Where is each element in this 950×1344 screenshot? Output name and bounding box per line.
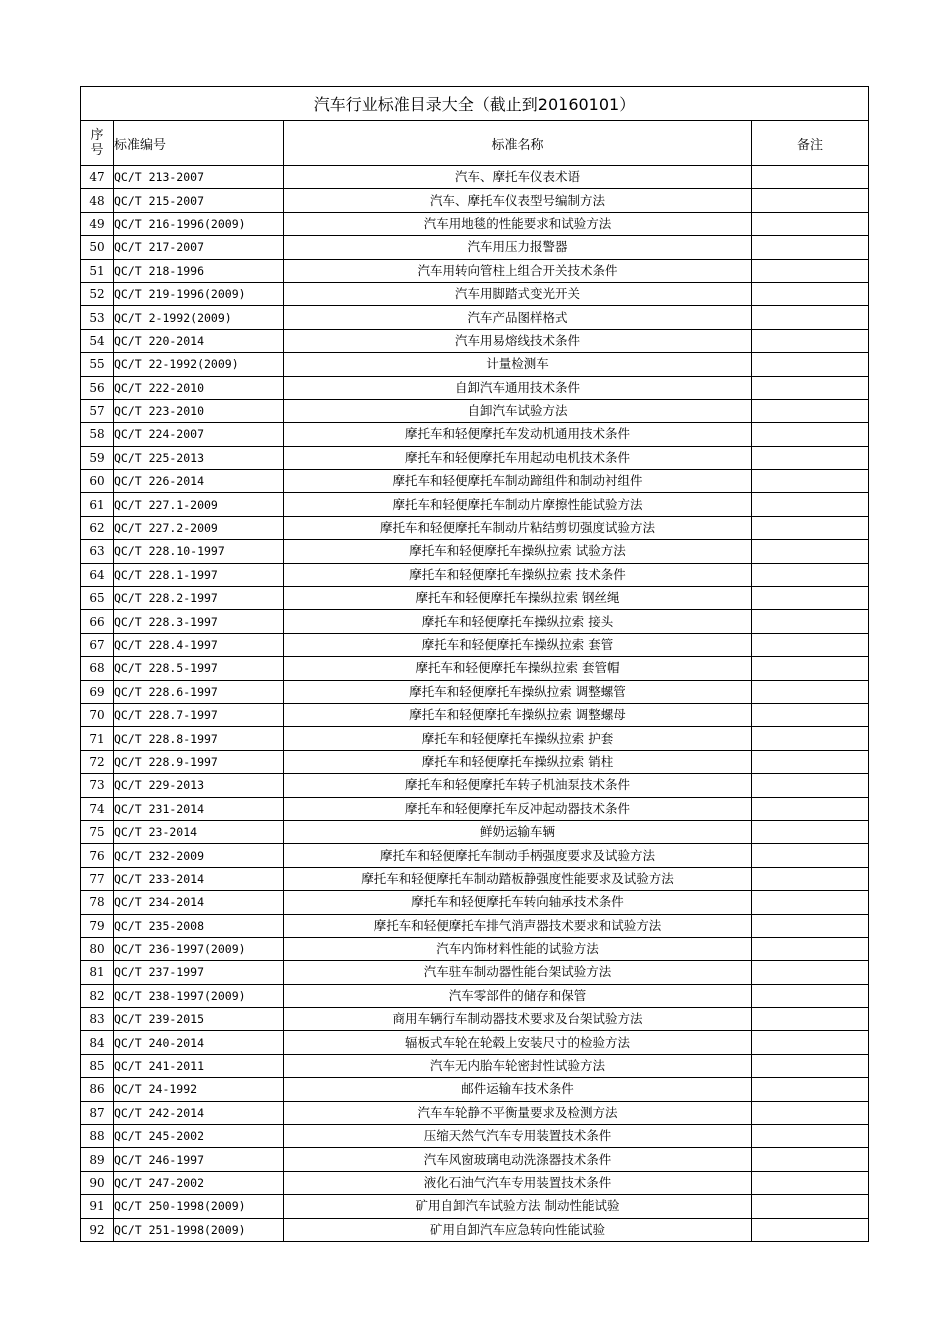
row-name: 摩托车和轻便摩托车操纵拉索 试验方法 [284, 540, 752, 563]
row-code: QC/T 237-1997 [114, 961, 284, 984]
header-row [81, 121, 869, 166]
row-name: 摩托车和轻便摩托车操纵拉索 套管 [284, 633, 752, 656]
row-index: 56 [81, 376, 114, 399]
row-code: QC/T 246-1997 [114, 1148, 284, 1171]
row-index: 81 [81, 961, 114, 984]
row-code: QC/T 223-2010 [114, 399, 284, 422]
table-row [81, 1171, 869, 1194]
row-note [752, 212, 869, 235]
row-index: 58 [81, 423, 114, 446]
row-code: QC/T 234-2014 [114, 891, 284, 914]
row-note [752, 1078, 869, 1101]
header-name: 标准名称 [284, 121, 752, 166]
table-row [81, 563, 869, 586]
table-row [81, 587, 869, 610]
row-note [752, 797, 869, 820]
row-name: 汽车用压力报警器 [284, 236, 752, 259]
row-note [752, 610, 869, 633]
row-name: 汽车内饰材料性能的试验方法 [284, 937, 752, 960]
row-index: 85 [81, 1054, 114, 1077]
row-note [752, 563, 869, 586]
row-code: QC/T 219-1996(2009) [114, 282, 284, 305]
row-note [752, 844, 869, 867]
row-code: QC/T 217-2007 [114, 236, 284, 259]
table-row [81, 399, 869, 422]
row-name: 邮件运输车技术条件 [284, 1078, 752, 1101]
table-row [81, 820, 869, 843]
table-row [81, 891, 869, 914]
row-name: 矿用自卸汽车应急转向性能试验 [284, 1218, 752, 1241]
row-code: QC/T 228.7-1997 [114, 703, 284, 726]
row-index: 92 [81, 1218, 114, 1241]
row-note [752, 1218, 869, 1241]
standards-table [80, 86, 869, 1242]
row-index: 84 [81, 1031, 114, 1054]
row-code: QC/T 251-1998(2009) [114, 1218, 284, 1241]
row-index: 63 [81, 540, 114, 563]
row-note [752, 891, 869, 914]
row-index: 48 [81, 189, 114, 212]
row-note [752, 189, 869, 212]
row-note [752, 680, 869, 703]
table-row [81, 797, 869, 820]
row-note [752, 540, 869, 563]
row-code: QC/T 231-2014 [114, 797, 284, 820]
row-code: QC/T 216-1996(2009) [114, 212, 284, 235]
row-name: 汽车产品图样格式 [284, 306, 752, 329]
row-note [752, 259, 869, 282]
table-row [81, 727, 869, 750]
row-code: QC/T 225-2013 [114, 446, 284, 469]
table-row [81, 423, 869, 446]
row-note [752, 446, 869, 469]
row-code: QC/T 233-2014 [114, 867, 284, 890]
row-note [752, 329, 869, 352]
row-code: QC/T 228.2-1997 [114, 587, 284, 610]
row-note [752, 867, 869, 890]
row-index: 55 [81, 353, 114, 376]
table-row [81, 306, 869, 329]
row-code: QC/T 228.5-1997 [114, 657, 284, 680]
row-name: 摩托车和轻便摩托车反冲起动器技术条件 [284, 797, 752, 820]
row-name: 汽车风窗玻璃电动洗涤器技术条件 [284, 1148, 752, 1171]
row-code: QC/T 250-1998(2009) [114, 1195, 284, 1218]
table-row [81, 540, 869, 563]
row-note [752, 1054, 869, 1077]
row-index: 51 [81, 259, 114, 282]
row-name: 摩托车和轻便摩托车制动手柄强度要求及试验方法 [284, 844, 752, 867]
row-name: 摩托车和轻便摩托车转子机油泵技术条件 [284, 774, 752, 797]
table-row [81, 1195, 869, 1218]
row-note [752, 1031, 869, 1054]
row-name: 汽车零部件的储存和保管 [284, 984, 752, 1007]
table-row [81, 774, 869, 797]
row-index: 90 [81, 1171, 114, 1194]
row-name: 汽车无内胎车轮密封性试验方法 [284, 1054, 752, 1077]
row-code: QC/T 247-2002 [114, 1171, 284, 1194]
row-name: 摩托车和轻便摩托车制动片粘结剪切强度试验方法 [284, 516, 752, 539]
row-note [752, 750, 869, 773]
row-note [752, 282, 869, 305]
row-index: 79 [81, 914, 114, 937]
row-index: 83 [81, 1008, 114, 1031]
row-note [752, 1148, 869, 1171]
row-code: QC/T 224-2007 [114, 423, 284, 446]
row-note [752, 236, 869, 259]
table-row [81, 914, 869, 937]
row-note [752, 937, 869, 960]
table-row [81, 329, 869, 352]
table-row [81, 470, 869, 493]
row-index: 50 [81, 236, 114, 259]
row-note [752, 727, 869, 750]
row-name: 摩托车和轻便摩托车操纵拉索 技术条件 [284, 563, 752, 586]
header-note: 备注 [752, 121, 869, 166]
table-row [81, 236, 869, 259]
row-name: 汽车驻车制动器性能台架试验方法 [284, 961, 752, 984]
row-note [752, 1171, 869, 1194]
row-index: 65 [81, 587, 114, 610]
table-row [81, 984, 869, 1007]
table-row [81, 1008, 869, 1031]
row-note [752, 1125, 869, 1148]
row-index: 86 [81, 1078, 114, 1101]
row-index: 61 [81, 493, 114, 516]
header-code: 标准编号 [114, 121, 284, 166]
row-code: QC/T 235-2008 [114, 914, 284, 937]
table-row [81, 353, 869, 376]
row-note [752, 657, 869, 680]
row-note [752, 633, 869, 656]
row-name: 摩托车和轻便摩托车操纵拉索 接头 [284, 610, 752, 633]
row-index: 53 [81, 306, 114, 329]
header-index-label: 序号 [90, 128, 104, 158]
row-index: 67 [81, 633, 114, 656]
row-name: 汽车用地毯的性能要求和试验方法 [284, 212, 752, 235]
row-code: QC/T 240-2014 [114, 1031, 284, 1054]
row-name: 辐板式车轮在轮毂上安装尺寸的检验方法 [284, 1031, 752, 1054]
row-index: 62 [81, 516, 114, 539]
row-name: 摩托车和轻便摩托车制动片摩擦性能试验方法 [284, 493, 752, 516]
table-row [81, 1148, 869, 1171]
table-row [81, 282, 869, 305]
table-row [81, 610, 869, 633]
table-row [81, 1218, 869, 1241]
row-note [752, 1008, 869, 1031]
row-code: QC/T 23-2014 [114, 820, 284, 843]
title-row [81, 87, 869, 121]
row-note [752, 1101, 869, 1124]
row-name: 商用车辆行车制动器技术要求及台架试验方法 [284, 1008, 752, 1031]
row-index: 89 [81, 1148, 114, 1171]
row-index: 54 [81, 329, 114, 352]
table-row [81, 446, 869, 469]
row-note [752, 961, 869, 984]
row-index: 82 [81, 984, 114, 1007]
table-row [81, 259, 869, 282]
row-index: 87 [81, 1101, 114, 1124]
table-row [81, 703, 869, 726]
row-index: 70 [81, 703, 114, 726]
row-index: 77 [81, 867, 114, 890]
row-name: 摩托车和轻便摩托车操纵拉索 调整螺管 [284, 680, 752, 703]
row-code: QC/T 245-2002 [114, 1125, 284, 1148]
table-row [81, 657, 869, 680]
row-code: QC/T 228.3-1997 [114, 610, 284, 633]
row-code: QC/T 229-2013 [114, 774, 284, 797]
standards-table-body [81, 87, 869, 1242]
row-name: 摩托车和轻便摩托车发动机通用技术条件 [284, 423, 752, 446]
table-row [81, 376, 869, 399]
row-code: QC/T 236-1997(2009) [114, 937, 284, 960]
table-row [81, 166, 869, 189]
row-code: QC/T 228.1-1997 [114, 563, 284, 586]
row-note [752, 353, 869, 376]
table-row [81, 844, 869, 867]
row-index: 69 [81, 680, 114, 703]
row-name: 摩托车和轻便摩托车转向轴承技术条件 [284, 891, 752, 914]
row-name: 汽车用脚踏式变光开关 [284, 282, 752, 305]
row-index: 49 [81, 212, 114, 235]
row-note [752, 470, 869, 493]
row-index: 52 [81, 282, 114, 305]
row-index: 64 [81, 563, 114, 586]
row-index: 76 [81, 844, 114, 867]
row-name: 汽车、摩托车仪表型号编制方法 [284, 189, 752, 212]
row-code: QC/T 228.9-1997 [114, 750, 284, 773]
row-code: QC/T 222-2010 [114, 376, 284, 399]
row-index: 47 [81, 166, 114, 189]
row-code: QC/T 228.4-1997 [114, 633, 284, 656]
row-code: QC/T 227.1-2009 [114, 493, 284, 516]
row-name: 自卸汽车通用技术条件 [284, 376, 752, 399]
row-index: 74 [81, 797, 114, 820]
table-row [81, 961, 869, 984]
row-code: QC/T 242-2014 [114, 1101, 284, 1124]
row-code: QC/T 226-2014 [114, 470, 284, 493]
row-code: QC/T 228.6-1997 [114, 680, 284, 703]
row-name: 液化石油气汽车专用装置技术条件 [284, 1171, 752, 1194]
row-name: 计量检测车 [284, 353, 752, 376]
table-row [81, 493, 869, 516]
row-code: QC/T 213-2007 [114, 166, 284, 189]
table-row [81, 212, 869, 235]
row-name: 摩托车和轻便摩托车制动蹄组件和制动衬组件 [284, 470, 752, 493]
table-row [81, 1054, 869, 1077]
table-row [81, 189, 869, 212]
row-code: QC/T 22-1992(2009) [114, 353, 284, 376]
row-note [752, 774, 869, 797]
row-name: 摩托车和轻便摩托车操纵拉索 钢丝绳 [284, 587, 752, 610]
row-name: 摩托车和轻便摩托车制动踏板静强度性能要求及试验方法 [284, 867, 752, 890]
table-row [81, 1125, 869, 1148]
row-note [752, 376, 869, 399]
row-code: QC/T 24-1992 [114, 1078, 284, 1101]
row-index: 57 [81, 399, 114, 422]
row-name: 汽车用易熔线技术条件 [284, 329, 752, 352]
table-row [81, 633, 869, 656]
header-index [81, 121, 114, 166]
row-note [752, 423, 869, 446]
row-name: 汽车车轮静不平衡量要求及检测方法 [284, 1101, 752, 1124]
row-note [752, 703, 869, 726]
row-code: QC/T 218-1996 [114, 259, 284, 282]
row-index: 88 [81, 1125, 114, 1148]
row-index: 66 [81, 610, 114, 633]
row-index: 68 [81, 657, 114, 680]
row-note [752, 306, 869, 329]
table-row [81, 867, 869, 890]
row-code: QC/T 239-2015 [114, 1008, 284, 1031]
row-note [752, 984, 869, 1007]
row-code: QC/T 227.2-2009 [114, 516, 284, 539]
row-code: QC/T 215-2007 [114, 189, 284, 212]
row-code: QC/T 232-2009 [114, 844, 284, 867]
table-row [81, 1031, 869, 1054]
table-row [81, 1078, 869, 1101]
row-note [752, 587, 869, 610]
row-code: QC/T 2-1992(2009) [114, 306, 284, 329]
row-name: 汽车、摩托车仪表术语 [284, 166, 752, 189]
row-name: 鲜奶运输车辆 [284, 820, 752, 843]
row-name: 摩托车和轻便摩托车用起动电机技术条件 [284, 446, 752, 469]
row-note [752, 1195, 869, 1218]
table-row [81, 1101, 869, 1124]
row-index: 91 [81, 1195, 114, 1218]
row-name: 摩托车和轻便摩托车操纵拉索 套管帽 [284, 657, 752, 680]
row-index: 59 [81, 446, 114, 469]
table-title: 汽车行业标准目录大全（截止到20160101） [81, 87, 869, 121]
row-name: 汽车用转向管柱上组合开关技术条件 [284, 259, 752, 282]
table-row [81, 750, 869, 773]
row-code: QC/T 241-2011 [114, 1054, 284, 1077]
row-index: 71 [81, 727, 114, 750]
row-name: 摩托车和轻便摩托车操纵拉索 护套 [284, 727, 752, 750]
row-index: 80 [81, 937, 114, 960]
row-name: 压缩天然气汽车专用装置技术条件 [284, 1125, 752, 1148]
table-row [81, 937, 869, 960]
row-name: 摩托车和轻便摩托车排气消声器技术要求和试验方法 [284, 914, 752, 937]
row-name: 矿用自卸汽车试验方法 制动性能试验 [284, 1195, 752, 1218]
row-code: QC/T 238-1997(2009) [114, 984, 284, 1007]
table-row [81, 516, 869, 539]
row-index: 60 [81, 470, 114, 493]
row-name: 自卸汽车试验方法 [284, 399, 752, 422]
row-note [752, 493, 869, 516]
row-code: QC/T 228.10-1997 [114, 540, 284, 563]
table-row [81, 680, 869, 703]
row-index: 73 [81, 774, 114, 797]
row-name: 摩托车和轻便摩托车操纵拉索 销柱 [284, 750, 752, 773]
row-index: 72 [81, 750, 114, 773]
row-note [752, 399, 869, 422]
row-note [752, 914, 869, 937]
row-note [752, 516, 869, 539]
row-name: 摩托车和轻便摩托车操纵拉索 调整螺母 [284, 703, 752, 726]
row-note [752, 166, 869, 189]
row-index: 75 [81, 820, 114, 843]
row-note [752, 820, 869, 843]
row-code: QC/T 220-2014 [114, 329, 284, 352]
row-index: 78 [81, 891, 114, 914]
row-code: QC/T 228.8-1997 [114, 727, 284, 750]
